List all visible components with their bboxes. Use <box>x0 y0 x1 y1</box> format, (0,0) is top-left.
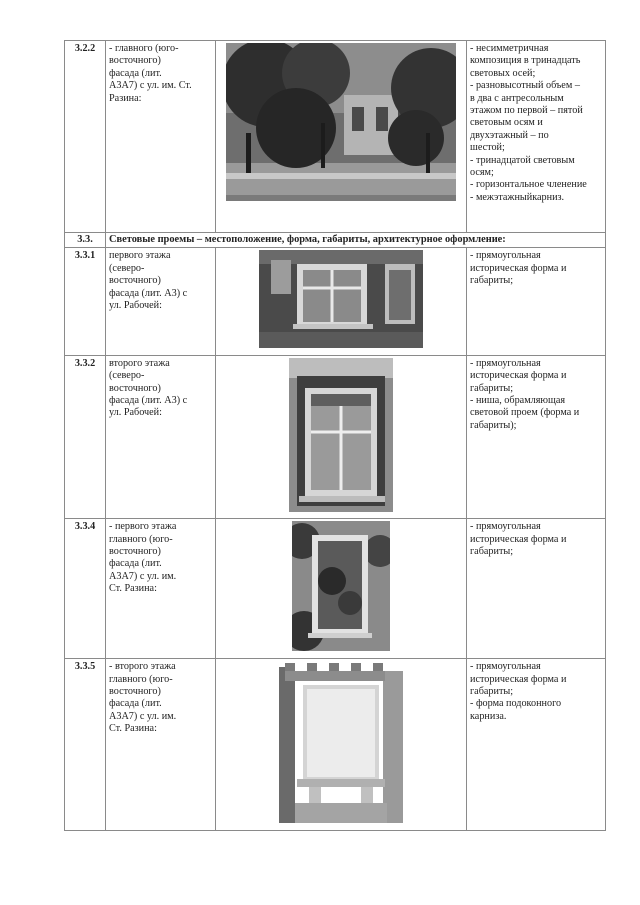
window-photo <box>279 661 403 823</box>
window-photo <box>292 521 390 651</box>
row-features: - прямоугольная историческая форма и габариты; <box>467 248 606 355</box>
row-description: - главного (юго- восточного) фасада (лит. А3А7) с ул. им. Ст. Разина: <box>106 41 216 233</box>
table-row <box>65 355 606 518</box>
row-features: - несимметричная композиция в тринадцать световых осей; - разновысотный объем – в два с антресольным этажом по первой – пятой световым осям и двухэтажный – по шестой; - тринадцатой световым осям; - горизонтальное членение - межэтажныйкарниз. <box>467 41 606 233</box>
row-number: 3.3.5 <box>65 659 106 830</box>
row-number: 3.3.4 <box>65 519 106 659</box>
section-number: 3.3. <box>65 233 106 248</box>
photo-cell <box>216 519 467 659</box>
row-number: 3.3.1 <box>65 248 106 355</box>
row-features: - прямоугольная историческая форма и габариты; - форма подоконного карниза. <box>467 659 606 830</box>
row-description: - первого этажа главного (юго- восточного) фасада (лит. А3А7) с ул. им. Ст. Разина: <box>106 519 216 659</box>
photo-cell <box>216 659 467 830</box>
heritage-features-table <box>64 40 606 831</box>
table-row <box>65 41 606 233</box>
row-features: - прямоугольная историческая форма и габариты; - ниша, обрамляющая световой проем (форма и габариты); <box>467 355 606 518</box>
window-photo <box>289 358 393 512</box>
row-description: - второго этажа главного (юго- восточного) фасада (лит. А3А7) с ул. им. Ст. Разина: <box>106 659 216 830</box>
facade-photo <box>226 43 456 201</box>
section-title: Световые проемы – местоположение, форма, габариты, архитектурное оформление: <box>106 233 606 248</box>
row-features: - прямоугольная историческая форма и габариты; <box>467 519 606 659</box>
row-description: первого этажа (северо- восточного) фасада (лит. А3) с ул. Рабочей: <box>106 248 216 355</box>
photo-cell <box>216 248 467 355</box>
row-description: второго этажа (северо- восточного) фасада (лит. А3) с ул. Рабочей: <box>106 355 216 518</box>
table-row <box>65 659 606 830</box>
photo-cell <box>216 41 467 233</box>
photo-cell <box>216 355 467 518</box>
row-number: 3.3.2 <box>65 355 106 518</box>
section-row <box>65 233 606 248</box>
table-row <box>65 519 606 659</box>
table-row <box>65 248 606 355</box>
window-photo <box>259 250 423 348</box>
row-number: 3.2.2 <box>65 41 106 233</box>
